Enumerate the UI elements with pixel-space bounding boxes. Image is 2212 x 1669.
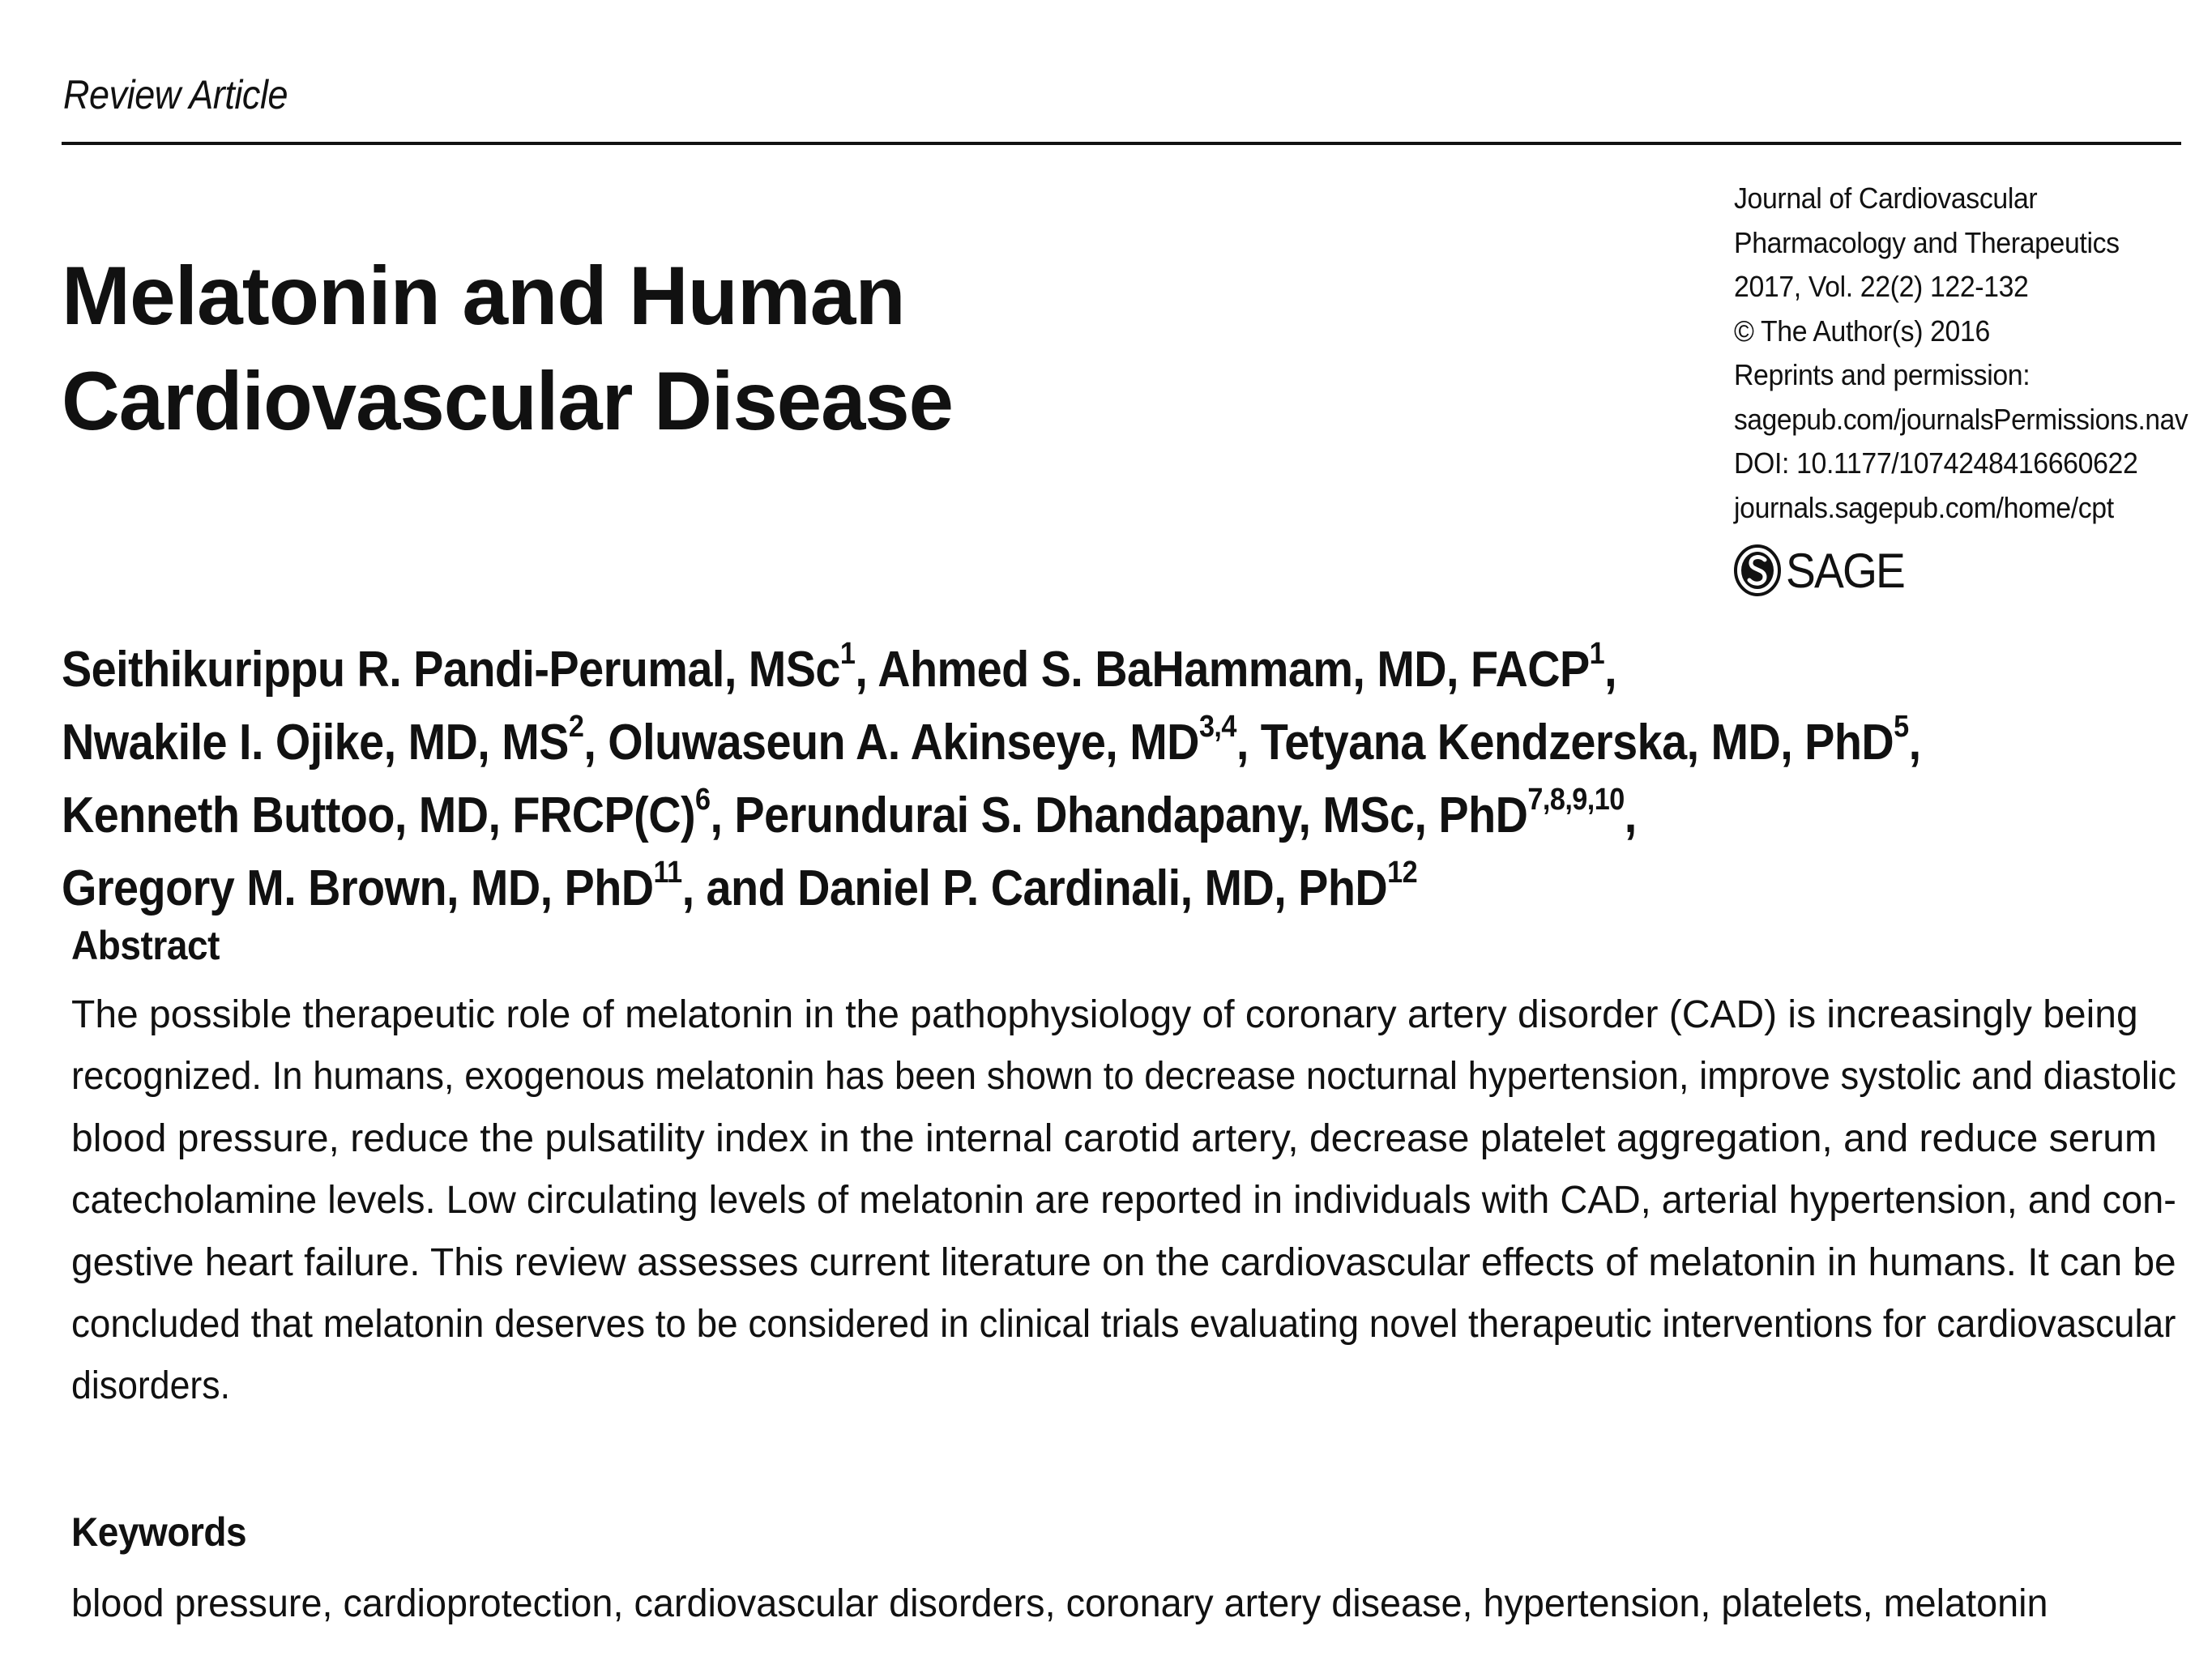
title-line: Cardiovascular Disease [62,355,953,447]
keywords-text: blood pressure, cardioprotection, cardiovascular disorders, coronary artery disease, hypertension, platelets, melatonin [71,1582,2048,1625]
journal-reprints-label: Reprints and permission: [1734,358,2031,391]
article-title [62,243,976,454]
author-separator: , [1624,788,1637,843]
affiliation-marker[interactable]: 3,4 [1198,710,1236,745]
author-line [62,852,1921,925]
author-name[interactable]: Oluwaseun A. Akinseye, MD [608,715,1199,770]
abstract-line: The possible therapeutic role of melatonin in the pathophysiology of coronary artery disorder (CAD) is increasingly being [71,993,2138,1036]
abstract-line: blood pressure, reduce the pulsatility index in the internal carotid artery, decrease platelet aggregation, and reduce serum [71,1116,2157,1160]
journal-homepage-link[interactable]: journals.sagepub.com/home/cpt [1734,490,2114,524]
author-separator: , [1236,715,1261,770]
abstract-heading: Abstract [71,923,220,968]
abstract-line: catecholamine levels. Low circulating levels of melatonin are reported in individuals with CAD, arterial hypertension, and con- [71,1179,2176,1223]
author-name[interactable]: Ahmed S. BaHammam, MD, FACP [878,642,1590,698]
journal-doi[interactable]: DOI: 10.1177/1074248416660622 [1734,446,2138,480]
author-line [62,706,1921,779]
abstract-text [71,984,2176,1418]
sage-s-icon [1732,544,1783,597]
author-name[interactable]: Perundurai S. Dhandapany, MSc, PhD [734,788,1528,843]
journal-permissions-link[interactable]: sagepub.com/journalsPermissions.nav [1734,402,2189,436]
journal-name-line: Journal of Cardiovascular [1734,181,2038,215]
affiliation-marker[interactable]: 6 [694,783,711,817]
affiliation-marker[interactable]: 12 [1387,856,1418,890]
affiliation-marker[interactable]: 1 [839,637,856,672]
author-separator: , and [681,860,798,916]
journal-name-line: Pharmacology and Therapeutics [1734,225,2120,259]
author-separator: , [1604,642,1617,698]
affiliation-marker[interactable]: 2 [568,710,584,745]
article-type: Review Article [63,72,288,117]
title-line: Melatonin and Human [62,250,905,342]
author-separator: , [855,642,878,698]
abstract-line: concluded that melatonin deserves to be considered in clinical trials evaluating novel therapeutic interventions for cardiovascular [71,1303,2176,1347]
journal-copyright: © The Author(s) 2016 [1734,314,1990,348]
publisher-name: SAGE [1786,543,1905,598]
journal-info [1734,177,2188,530]
header-rule [62,142,2181,145]
abstract-line: recognized. In humans, exogenous melatonin has been shown to decrease nocturnal hypertension, improve systolic and diastolic [71,1055,2176,1099]
affiliation-marker[interactable]: 1 [1589,637,1605,672]
author-separator: , [710,788,735,843]
affiliation-marker[interactable]: 5 [1894,710,1909,745]
author-name[interactable]: Nwakile I. Ojike, MD, MS [62,715,569,770]
journal-volume: 2017, Vol. 22(2) 122-132 [1734,270,2029,303]
author-line [62,634,1921,706]
affiliation-marker[interactable]: 7,8,9,10 [1527,783,1625,817]
author-separator: , [1908,715,1921,770]
author-list [62,634,2128,925]
author-name[interactable]: Tetyana Kendzerska, MD, PhD [1260,715,1894,770]
publisher-logo [1732,541,1915,600]
author-name[interactable]: Kenneth Buttoo, MD, FRCP(C) [62,788,695,843]
author-name[interactable]: Daniel P. Cardinali, MD, PhD [797,860,1388,916]
author-separator: , [583,715,609,770]
keywords-heading: Keywords [71,1509,247,1555]
abstract-line: disorders. [71,1364,230,1408]
author-name[interactable]: Gregory M. Brown, MD, PhD [62,860,654,916]
affiliation-marker[interactable]: 11 [653,856,682,890]
author-name[interactable]: Seithikurippu R. Pandi-Perumal, MSc [62,642,840,698]
author-line [62,779,1921,852]
abstract-line: gestive heart failure. This review assesses current literature on the cardiovascular effects of melatonin in humans. It can be [71,1240,2176,1284]
